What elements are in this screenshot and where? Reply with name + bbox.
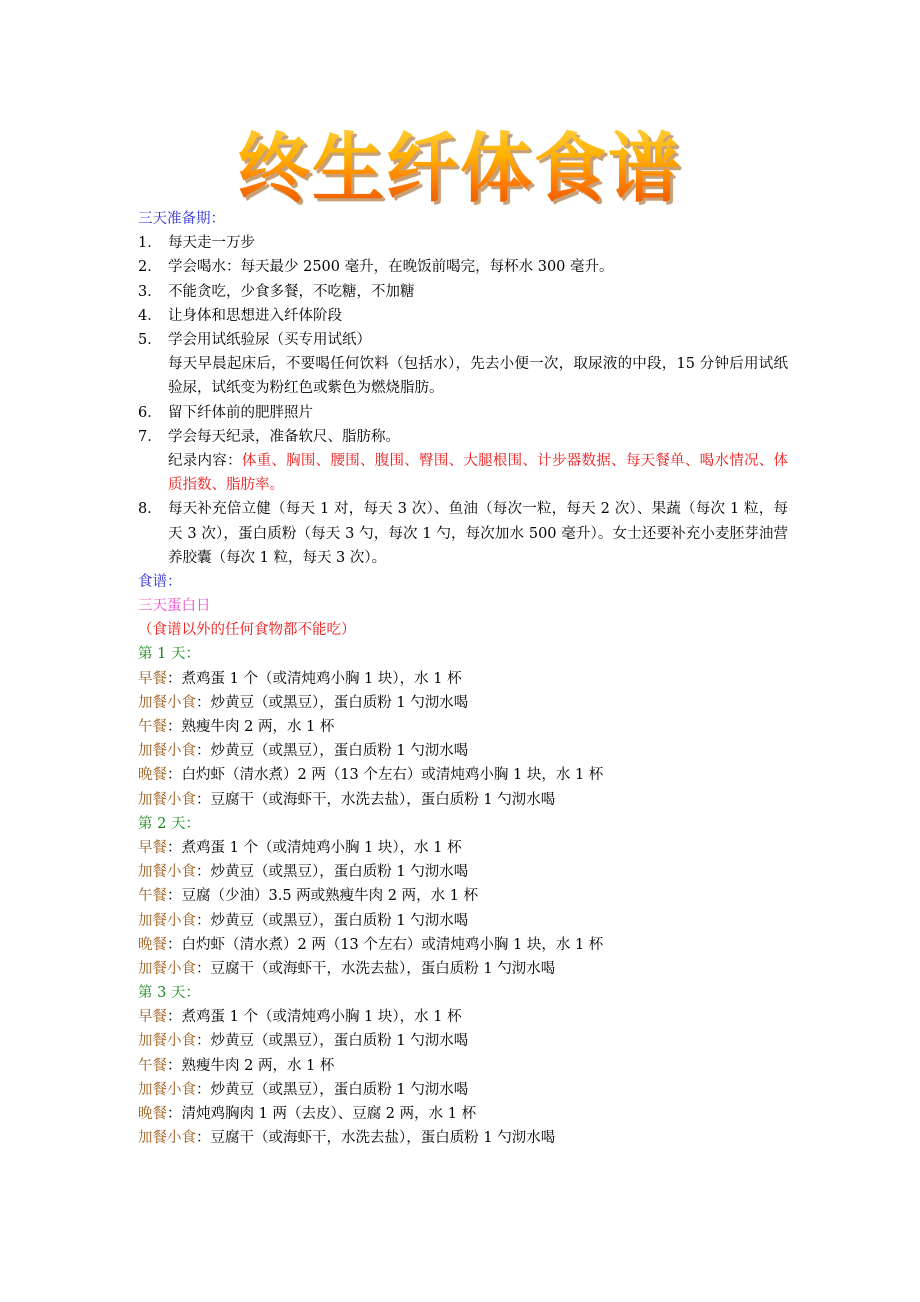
prep-item-number: 6． bbox=[138, 404, 162, 421]
meal-name: 午餐 bbox=[138, 1057, 167, 1074]
phase-note: （食谱以外的任何食物都不能吃） bbox=[138, 622, 356, 639]
meal-name: 加餐小食 bbox=[138, 960, 196, 977]
meal-row bbox=[138, 1126, 788, 1150]
prep-item bbox=[138, 280, 788, 304]
prep-item bbox=[138, 497, 788, 570]
meal-text: ：炒黄豆（或黑豆），蛋白质粉 1 勺沏水喝 bbox=[196, 912, 469, 929]
meal-name: 加餐小食 bbox=[138, 1130, 196, 1147]
prep-list bbox=[138, 231, 788, 570]
prep-item-text: 学会用试纸验尿（买专用试纸） bbox=[168, 331, 371, 348]
meal-row bbox=[138, 836, 788, 860]
prep-item-text: 每天补充倍立健（每天 1 对，每天 3 次）、鱼油（每次一粒，每天 2 次）、果蔬（每次 1 粒，每天 3 次），蛋白质粉（每天 3 勺，每次 1 勺，每次加水 500 毫升）。女士还要补充小麦胚芽油营养胶囊（每次 1 粒，每天 3 次）。 bbox=[168, 501, 788, 566]
prep-item-number: 8． bbox=[138, 501, 162, 518]
prep-heading: 三天准备期： bbox=[138, 211, 225, 227]
meal-text: ：炒黄豆（或黑豆），蛋白质粉 1 勺沏水喝 bbox=[196, 1081, 469, 1098]
meal-text: ：豆腐（少油）3.5 两或熟瘦牛肉 2 两，水 1 杯 bbox=[167, 888, 479, 905]
meal-text: ：白灼虾（清水煮）2 两（13 个左右）或清炖鸡小胸 1 块，水 1 杯 bbox=[167, 767, 604, 784]
meal-row bbox=[138, 909, 788, 933]
meal-name: 加餐小食 bbox=[138, 743, 196, 760]
meal-name: 早餐 bbox=[138, 839, 167, 856]
meal-text: ：熟瘦牛肉 2 两，水 1 杯 bbox=[167, 1057, 335, 1074]
prep-item bbox=[138, 255, 788, 279]
meal-row bbox=[138, 763, 788, 787]
meal-row bbox=[138, 715, 788, 739]
prep-item-text: 学会每天纪录，准备软尺、脂肪称。 bbox=[168, 428, 400, 445]
meal-row bbox=[138, 860, 788, 884]
meal-row bbox=[138, 884, 788, 908]
meal-row bbox=[138, 933, 788, 957]
day-label: 第 2 天： bbox=[138, 815, 200, 832]
prep-item-text: 让身体和思想进入纤体阶段 bbox=[168, 307, 342, 324]
prep-item-number: 5． bbox=[138, 331, 162, 348]
prep-item-number: 4． bbox=[138, 307, 162, 324]
meal-text: ：炒黄豆（或黑豆），蛋白质粉 1 勺沏水喝 bbox=[196, 1033, 469, 1050]
meal-name: 午餐 bbox=[138, 888, 167, 905]
day-label: 第 1 天： bbox=[138, 646, 200, 663]
prep-item bbox=[138, 304, 788, 328]
prep-item-number: 3． bbox=[138, 283, 162, 300]
meal-row bbox=[138, 667, 788, 691]
meal-name: 晚餐 bbox=[138, 1106, 167, 1123]
meal-text: ：炒黄豆（或黑豆），蛋白质粉 1 勺沏水喝 bbox=[196, 743, 469, 760]
meal-name: 晚餐 bbox=[138, 936, 167, 953]
prep-item-text: 学会喝水：每天最少 2500 毫升，在晚饭前喝完，每杯水 300 毫升。 bbox=[168, 259, 614, 276]
meal-name: 加餐小食 bbox=[138, 694, 196, 711]
prep-item-number: 7． bbox=[138, 428, 162, 445]
prep-item-detail: 每天早晨起床后，不要喝任何饮料（包括水），先去小便一次，取尿液的中段，15 分钟后用试纸验尿，试纸变为粉红色或紫色为燃烧脂肪。 bbox=[168, 356, 788, 397]
meal-text: ：炒黄豆（或黑豆），蛋白质粉 1 勺沏水喝 bbox=[196, 864, 469, 881]
meal-row bbox=[138, 1102, 788, 1126]
meal-row bbox=[138, 1078, 788, 1102]
meal-text: ：煮鸡蛋 1 个（或清炖鸡小胸 1 块），水 1 杯 bbox=[167, 839, 462, 856]
meal-name: 加餐小食 bbox=[138, 912, 196, 929]
meal-name: 加餐小食 bbox=[138, 791, 196, 808]
meal-name: 晚餐 bbox=[138, 767, 167, 784]
meal-text: ：煮鸡蛋 1 个（或清炖鸡小胸 1 块），水 1 杯 bbox=[167, 1009, 462, 1026]
record-content-items: 体重、胸围、腰围、腹围、臀围、大腿根围、计步器数据、每天餐单、喝水情况、体质指数、脂肪率。 bbox=[168, 452, 788, 494]
meal-row bbox=[138, 739, 788, 763]
meal-row bbox=[138, 957, 788, 981]
phase-title: 三天蛋白日 bbox=[138, 598, 211, 615]
record-content-label: 纪录内容： bbox=[168, 452, 242, 469]
meal-name: 加餐小食 bbox=[138, 1081, 196, 1098]
recipe-heading: 食谱： bbox=[138, 573, 182, 590]
prep-item-text: 每天走一万步 bbox=[168, 235, 255, 252]
meal-text: ：煮鸡蛋 1 个（或清炖鸡小胸 1 块），水 1 杯 bbox=[167, 670, 462, 687]
meal-name: 午餐 bbox=[138, 719, 167, 736]
meal-name: 加餐小食 bbox=[138, 864, 196, 881]
meal-text: ：豆腐干（或海虾干，水洗去盐），蛋白质粉 1 勺沏水喝 bbox=[196, 960, 556, 977]
prep-item-text: 留下纤体前的肥胖照片 bbox=[168, 404, 313, 421]
meal-text: ：豆腐干（或海虾干，水洗去盐），蛋白质粉 1 勺沏水喝 bbox=[196, 791, 556, 808]
meal-row bbox=[138, 1005, 788, 1029]
prep-item bbox=[138, 328, 788, 401]
prep-item bbox=[138, 425, 788, 498]
prep-item bbox=[138, 401, 788, 425]
record-content bbox=[168, 449, 788, 497]
meal-text: ：熟瘦牛肉 2 两，水 1 杯 bbox=[167, 719, 335, 736]
title-wordart: 终生纤体食谱 bbox=[238, 107, 682, 216]
meal-text: ：炒黄豆（或黑豆），蛋白质粉 1 勺沏水喝 bbox=[196, 694, 469, 711]
meal-name: 加餐小食 bbox=[138, 1033, 196, 1050]
meal-text: ：清炖鸡胸肉 1 两（去皮）、豆腐 2 两，水 1 杯 bbox=[167, 1106, 477, 1123]
prep-item-number: 1． bbox=[138, 235, 162, 252]
day-label: 第 3 天： bbox=[138, 985, 200, 1002]
prep-item bbox=[138, 231, 788, 255]
document-title bbox=[0, 110, 920, 214]
prep-item-text: 不能贪吃，少食多餐，不吃糖，不加糖 bbox=[168, 283, 415, 300]
document-body bbox=[138, 207, 788, 1150]
meal-name: 早餐 bbox=[138, 670, 167, 687]
meal-row bbox=[138, 691, 788, 715]
meal-row bbox=[138, 1029, 788, 1053]
meal-name: 早餐 bbox=[138, 1009, 167, 1026]
meal-row bbox=[138, 788, 788, 812]
meal-text: ：白灼虾（清水煮）2 两（13 个左右）或清炖鸡小胸 1 块，水 1 杯 bbox=[167, 936, 604, 953]
prep-item-number: 2． bbox=[138, 259, 162, 276]
meal-row bbox=[138, 1054, 788, 1078]
meal-text: ：豆腐干（或海虾干，水洗去盐），蛋白质粉 1 勺沏水喝 bbox=[196, 1130, 556, 1147]
